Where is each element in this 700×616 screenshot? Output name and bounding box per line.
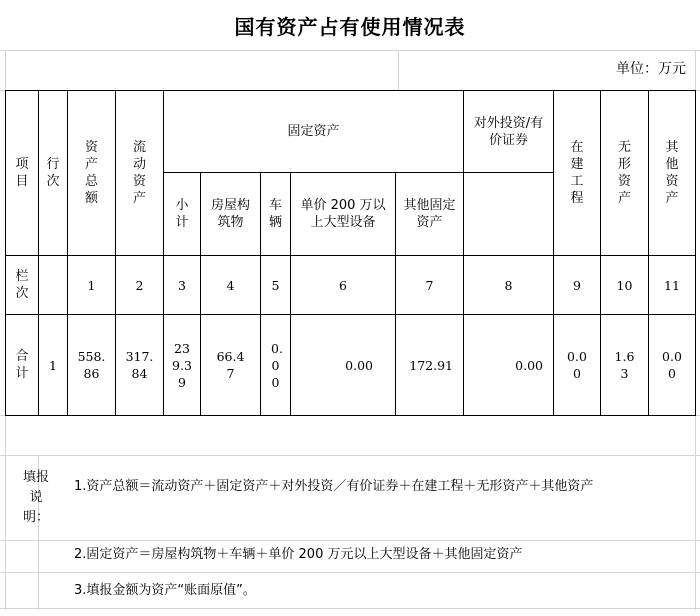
header-buildings: 房屋构筑物 — [210, 198, 250, 230]
column-number: 7 — [425, 277, 434, 293]
report-title: 国有资产占有使用情况表 — [234, 14, 466, 39]
buildings-value: 66.47 — [216, 349, 245, 381]
note-item-3: 3.填报金额为资产“账面原值”。 — [74, 583, 256, 598]
other-assets-value: 0.00 — [662, 349, 682, 381]
header-vehicles: 车辆 — [268, 198, 282, 230]
column-row-label: 栏次 — [15, 269, 29, 301]
column-number: 9 — [573, 277, 581, 293]
header-intangible: 无形资产 — [617, 140, 631, 206]
column-number: 3 — [178, 277, 186, 293]
column-number: 1 — [87, 277, 96, 293]
header-fixed-assets: 固定资产 — [287, 124, 340, 139]
column-number: 2 — [135, 277, 144, 293]
header-construction: 在建工程 — [570, 140, 584, 206]
unit-label: 单位：万元 — [616, 61, 686, 77]
column-number: 11 — [664, 277, 680, 293]
header-large-equipment: 单价 200 万以上大型设备 — [300, 198, 386, 230]
total-assets-value: 558.86 — [77, 349, 106, 381]
investments-value: 0.00 — [515, 357, 543, 373]
note-item-2: 2.固定资产＝房屋构筑物＋车辆＋单价 200 万元以上大型设备＋其他固定资产 — [74, 547, 523, 562]
column-number: 5 — [271, 277, 280, 293]
column-number: 6 — [339, 277, 347, 293]
large-equipment-value: 0.00 — [345, 357, 373, 373]
header-total-assets: 资产总额 — [84, 140, 98, 206]
header-row-no: 行次 — [46, 157, 60, 189]
notes-label: 填报说明： — [22, 470, 49, 525]
column-number: 4 — [226, 277, 235, 293]
column-number: 8 — [504, 277, 513, 293]
vehicles-value: 0.00 — [271, 340, 283, 390]
column-number: 10 — [616, 277, 633, 293]
header-subtotal: 小计 — [175, 198, 189, 230]
header-item: 项目 — [15, 157, 29, 189]
header-current-assets: 流动资产 — [132, 140, 146, 206]
total-row-number: 1 — [49, 357, 57, 373]
header-other-assets: 其他资产 — [665, 140, 679, 206]
header-investments: 对外投资/有价证券 — [473, 115, 544, 148]
header-other-fixed: 其他固定资产 — [403, 198, 456, 230]
construction-value: 0.00 — [567, 349, 587, 381]
intangible-value: 1.63 — [614, 349, 635, 381]
note-item-1: 1.资产总额＝流动资产＋固定资产＋对外投资／有价证券＋在建工程＋无形资产＋其他资产 — [74, 479, 594, 494]
total-row-label: 合计 — [15, 349, 29, 381]
other-fixed-value: 172.91 — [409, 357, 453, 373]
fixed-subtotal-value: 239.39 — [172, 340, 192, 390]
current-assets-value: 317.84 — [125, 349, 154, 381]
